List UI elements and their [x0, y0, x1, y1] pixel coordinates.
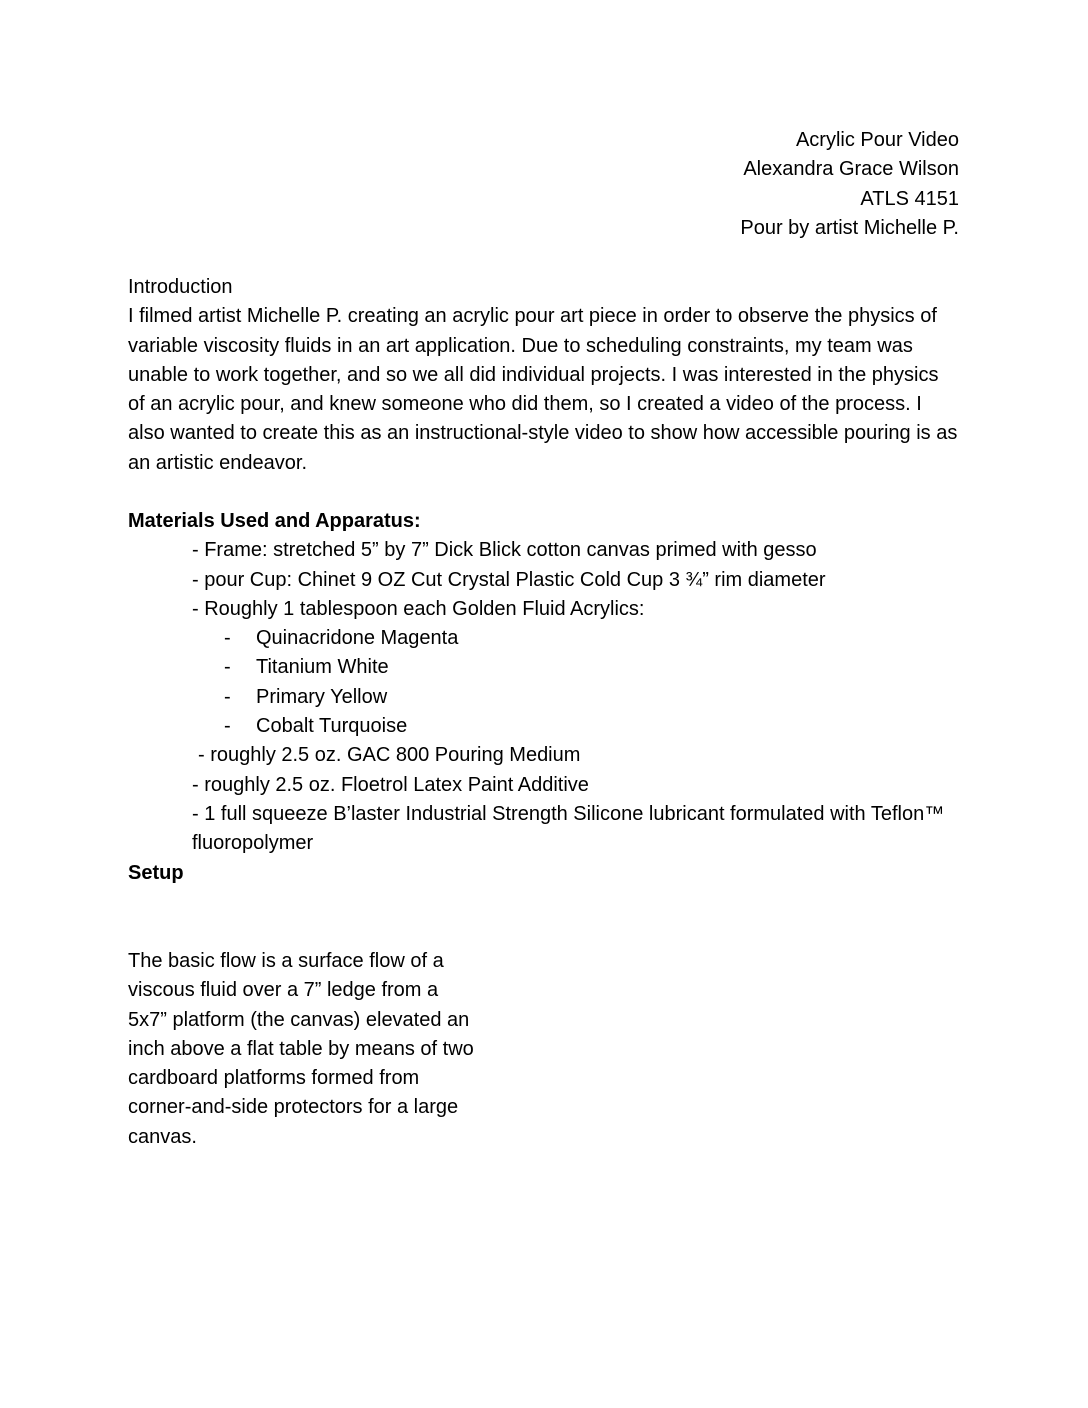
artist-credit: Pour by artist Michelle P. [740, 216, 959, 239]
materials-item-additive: - roughly 2.5 oz. Floetrol Latex Paint Additive [192, 773, 589, 796]
materials-heading: Materials Used and Apparatus: [128, 510, 421, 532]
acrylic-color-label: Primary Yellow [256, 685, 388, 708]
setup-paragraph: The basic flow is a surface flow of a viscous fluid over a 7” ledge from a 5x7” platform (the canvas) elevated an inch above a flat table by means of two cardboard platforms formed from corner-and-side protectors for a large canvas. [128, 950, 474, 1148]
introduction-section [128, 273, 958, 478]
materials-item-frame: - Frame: stretched 5” by 7” Dick Blick cotton canvas primed with gesso [192, 539, 817, 562]
list-dash: - [224, 685, 231, 708]
list-dash: - [224, 715, 231, 738]
acrylic-color-item [128, 624, 958, 653]
document-title: Acrylic Pour Video [795, 129, 959, 151]
acrylic-color-item [128, 712, 958, 741]
list-dash: - [224, 656, 231, 679]
materials-item-medium: - roughly 2.5 oz. GAC 800 Pouring Medium [198, 744, 581, 767]
materials-section [128, 507, 958, 888]
materials-item-lubricant: - 1 full squeeze B’laster Industrial Strength Silicone lubricant formulated with Teflon™ fluoropolymer [192, 802, 945, 855]
course-code: ATLS 4151 [860, 187, 959, 210]
acrylic-color-label: Quinacridone Magenta [256, 627, 459, 650]
setup-section [128, 947, 478, 1152]
introduction-heading: Introduction [128, 276, 233, 298]
acrylic-color-item [128, 653, 958, 682]
acrylic-color-label: Titanium White [256, 656, 389, 679]
acrylic-color-label: Cobalt Turquoise [256, 715, 408, 738]
materials-item-cup: - pour Cup: Chinet 9 OZ Cut Crystal Plastic Cold Cup 3 ¾” rim diameter [192, 568, 826, 591]
materials-item-acrylics: - Roughly 1 tablespoon each Golden Fluid Acrylics: [192, 597, 645, 620]
list-dash: - [224, 627, 231, 650]
introduction-paragraph: I filmed artist Michelle P. creating an acrylic pour art piece in order to observe the physics of variable viscosity fluids in an art application. Due to scheduling constraints, my team was unable to work together, and so we all did individual projects. I was interested in the physics of an acrylic pour, and knew someone who did them, so I created a video of the process. I also wanted to create this as an instructional-style video to show how accessible pouring is as an artistic endeavor. [128, 305, 958, 474]
author-name: Alexandra Grace Wilson [743, 158, 959, 181]
document-header [740, 126, 959, 243]
setup-heading: Setup [128, 861, 184, 884]
acrylic-color-item [128, 683, 958, 712]
